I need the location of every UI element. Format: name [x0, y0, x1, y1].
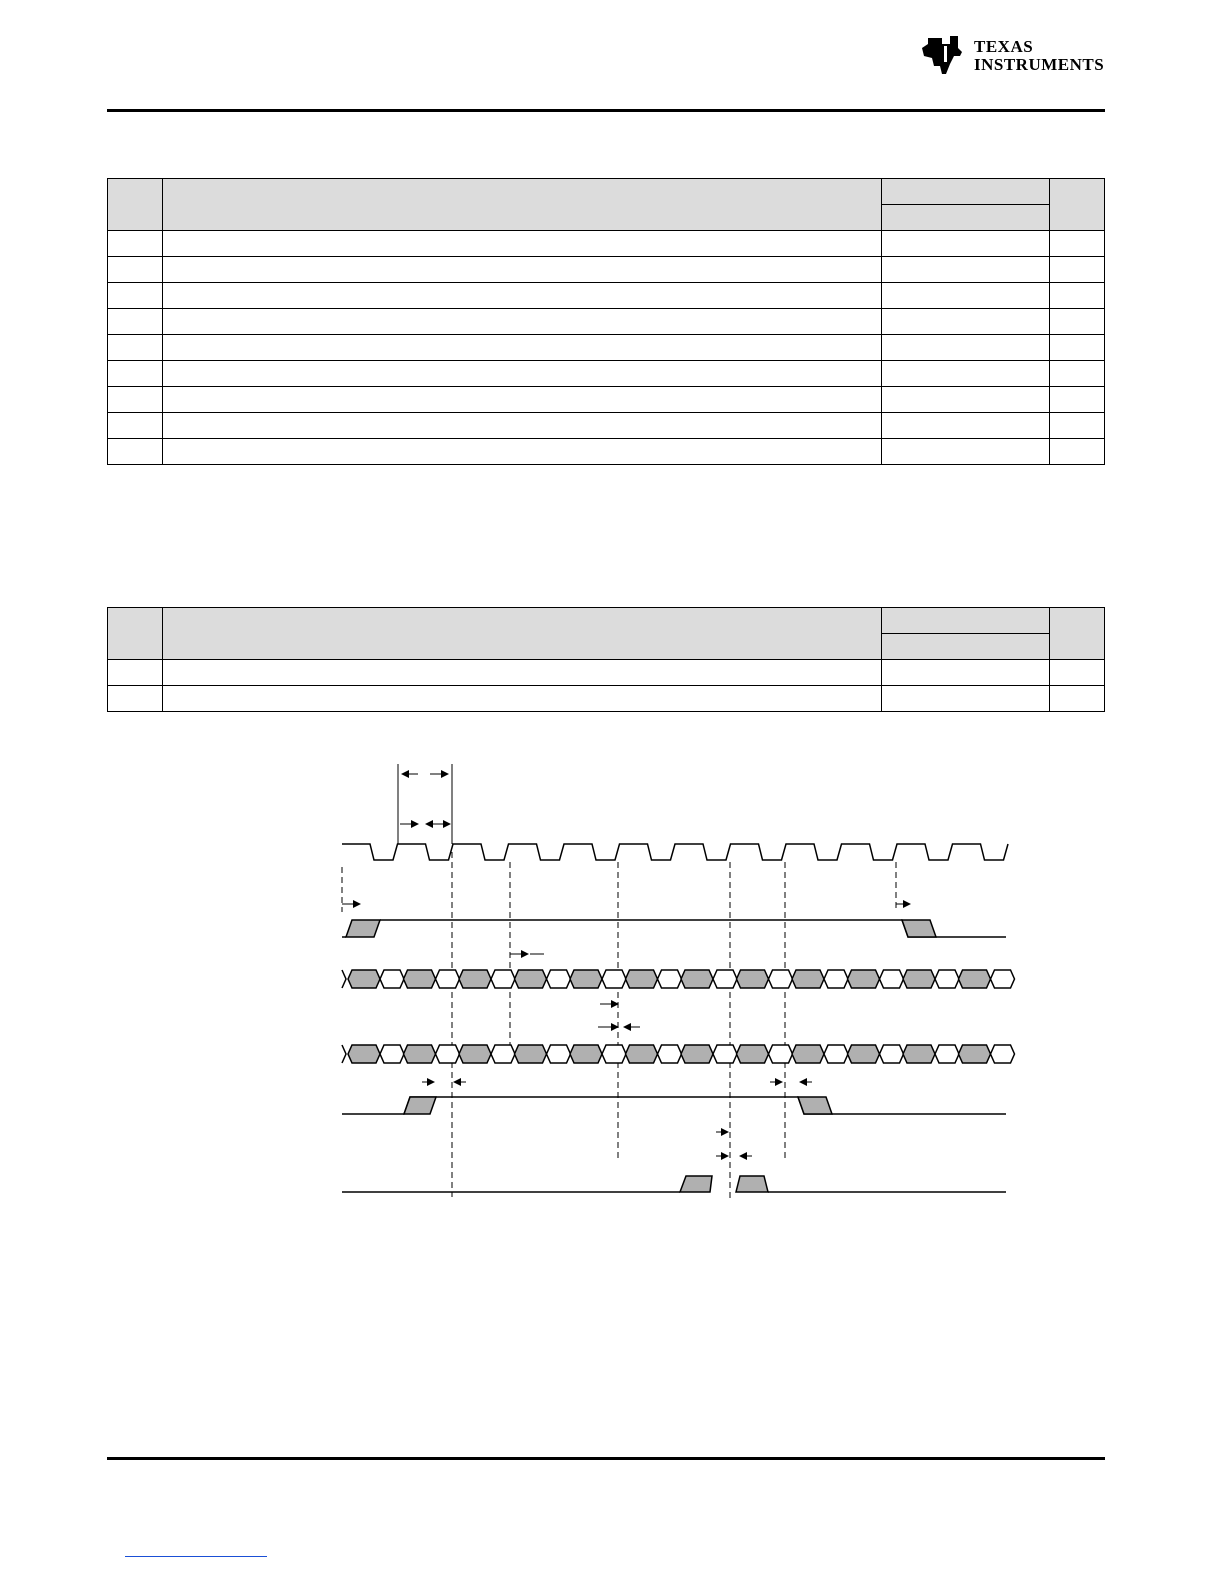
- data-out-bus-cell: [602, 1045, 626, 1063]
- data-in-bus-cell: [602, 970, 626, 988]
- header-cell-unit: [1049, 608, 1104, 660]
- header-cell-parameter: [163, 608, 881, 660]
- data-in-bus-cell: [436, 970, 460, 988]
- spec-table-1: [107, 178, 1105, 465]
- data-in-bus-cell-shaded: [348, 970, 380, 988]
- data-in-bus-cell: [824, 970, 848, 988]
- data-in-bus-cell-shaded: [515, 970, 547, 988]
- data-out-bus-start: [342, 1045, 346, 1063]
- data-out-bus-cell: [658, 1045, 682, 1063]
- data-out-bus-cell-shaded: [404, 1045, 436, 1063]
- enable-transition-end: [902, 920, 936, 937]
- data-out-bus-cell-shaded: [681, 1045, 713, 1063]
- data-out-bus-cell: [713, 1045, 737, 1063]
- data-in-bus-cell: [380, 970, 404, 988]
- header-cell-no: [108, 179, 163, 231]
- table-row: [108, 309, 1105, 335]
- data-out-bus-cell: [547, 1045, 571, 1063]
- header-cell-parameter: [163, 179, 881, 231]
- header-cell-no: [108, 608, 163, 660]
- table-row: [108, 257, 1105, 283]
- data-in-bus-cell-shaded: [959, 970, 991, 988]
- clock-waveform: [342, 844, 1008, 860]
- data-in-bus-cell-shaded: [404, 970, 436, 988]
- output-pulse-fall: [736, 1176, 768, 1192]
- enable-transition: [346, 920, 380, 937]
- data-in-bus-cell-shaded: [737, 970, 769, 988]
- data-in-bus-cell: [991, 970, 1015, 988]
- footer-link-underline: [125, 1556, 267, 1557]
- data-out-bus-cell-shaded: [515, 1045, 547, 1063]
- data-out-bus-cell-shaded: [903, 1045, 935, 1063]
- data-in-bus-cell-shaded: [570, 970, 602, 988]
- spec-table-2: [107, 607, 1105, 712]
- header-cell-value-sub: [881, 634, 1049, 660]
- data-out-bus-cell: [769, 1045, 793, 1063]
- data-in-bus-cell-shaded: [792, 970, 824, 988]
- brand-line1: TEXAS: [974, 37, 1034, 56]
- data-in-bus-cell-shaded: [848, 970, 880, 988]
- data-out-bus-cell-shaded: [459, 1045, 491, 1063]
- data-out-bus-cell: [491, 1045, 515, 1063]
- table-row: [108, 283, 1105, 309]
- ti-logo: [920, 34, 1110, 80]
- data-out-bus-cell: [991, 1045, 1015, 1063]
- data-out-bus-cell: [380, 1045, 404, 1063]
- data-in-bus-cell: [880, 970, 904, 988]
- data-in-bus-cell-shaded: [681, 970, 713, 988]
- data-out-bus-cell: [436, 1045, 460, 1063]
- table-row: [108, 387, 1105, 413]
- table-row: [108, 439, 1105, 465]
- header-cell-value-group: [881, 179, 1049, 205]
- data-out-bus-cell-shaded: [792, 1045, 824, 1063]
- timing-diagram: [330, 752, 1020, 1202]
- data-out-bus-cell-shaded: [626, 1045, 658, 1063]
- brand-wordmark: [974, 38, 1104, 74]
- data-out-bus-cell-shaded: [959, 1045, 991, 1063]
- data-out-bus-cell: [880, 1045, 904, 1063]
- header-cell-value-sub: [881, 205, 1049, 231]
- data-out-bus-cell-shaded: [737, 1045, 769, 1063]
- brand-line2: INSTRUMENTS: [974, 55, 1105, 74]
- data-in-bus-cell: [935, 970, 959, 988]
- data-in-bus-cell: [547, 970, 571, 988]
- table-row: [108, 361, 1105, 387]
- data-in-bus-cell: [769, 970, 793, 988]
- data-in-bus-cell: [491, 970, 515, 988]
- data-in-bus-start: [342, 970, 346, 988]
- data-out-bus-cell-shaded: [570, 1045, 602, 1063]
- ti-bug-icon: [920, 34, 964, 76]
- data-out-bus-cell: [824, 1045, 848, 1063]
- table-row: [108, 660, 1105, 686]
- data-out-bus-cell-shaded: [348, 1045, 380, 1063]
- header-cell-unit: [1049, 179, 1104, 231]
- header-cell-value-group: [881, 608, 1049, 634]
- control-transition-end: [798, 1097, 832, 1114]
- data-in-bus-cell-shaded: [626, 970, 658, 988]
- table-row: [108, 231, 1105, 257]
- data-in-bus-cell: [658, 970, 682, 988]
- control-transition: [404, 1097, 436, 1114]
- data-out-bus-cell-shaded: [848, 1045, 880, 1063]
- output-pulse-rise: [680, 1176, 712, 1192]
- control-waveform: [342, 1097, 1006, 1114]
- table-row: [108, 335, 1105, 361]
- data-in-bus-cell-shaded: [459, 970, 491, 988]
- header-rule: [107, 109, 1105, 112]
- footer-rule: [107, 1457, 1105, 1460]
- data-in-bus-cell-shaded: [903, 970, 935, 988]
- data-in-bus-cell: [713, 970, 737, 988]
- table-row: [108, 686, 1105, 712]
- data-out-bus-cell: [935, 1045, 959, 1063]
- table-row: [108, 413, 1105, 439]
